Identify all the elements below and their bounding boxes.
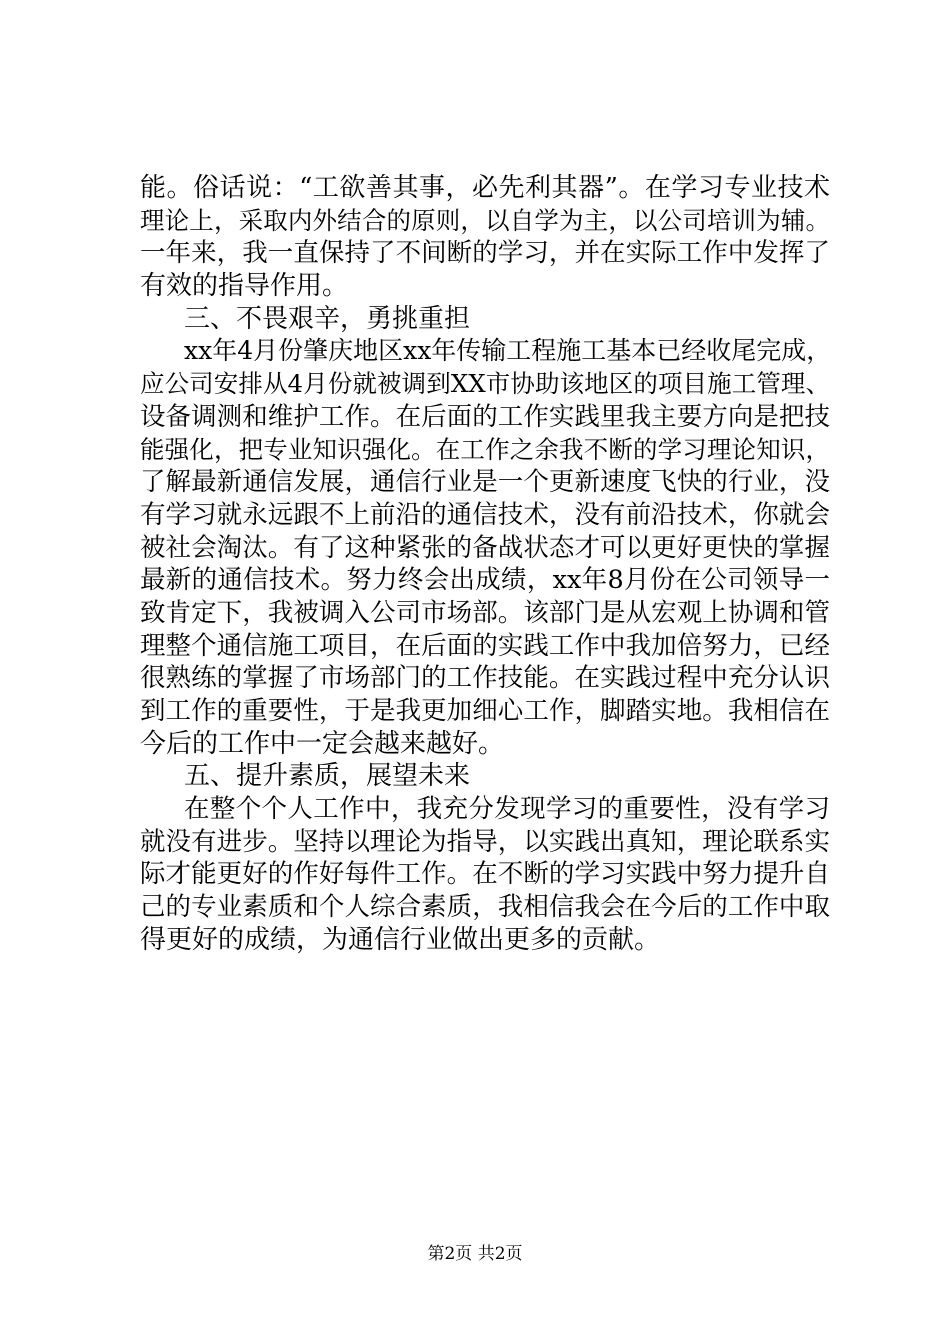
text-line: 己的专业素质和个人综合素质，我相信我会在今后的工作中取 [140, 892, 830, 923]
text-line: 在整个个人工作中，我充分发现学习的重要性，没有学习 [184, 794, 830, 825]
text-line: 应公司安排从4月份就被调到XX市协助该地区的项目施工管理、 [140, 369, 830, 399]
text-line: 三、不畏艰辛，勇挑重担 [184, 303, 471, 334]
text-line: 得更好的成绩，为通信行业做出更多的贡献。 [140, 924, 661, 955]
text-line: 五、提升素质，展望未来 [184, 761, 471, 792]
text-line: 致肯定下，我被调入公司市场部。该部门是从宏观上协调和管 [140, 597, 830, 628]
text-line: 设备调测和维护工作。在后面的工作实践里我主要方向是把技 [140, 401, 830, 432]
body-text [140, 172, 830, 957]
text-line: 到工作的重要性，于是我更加细心工作，脚踏实地。我相信在 [140, 696, 830, 726]
text-line: 理论上，采取内外结合的原则，以自学为主，以公司培训为辅。 [140, 205, 830, 235]
text-line: 际才能更好的作好每件工作。在不断的学习实践中努力提升自 [140, 859, 830, 890]
page-footer: 第2页 共2页 [427, 1244, 523, 1264]
text-line: 被社会淘汰。有了这种紧张的备战状态才可以更好更快的掌握 [140, 532, 830, 563]
text-line: 能。俗话说：“工欲善其事，必先利其器”。在学习专业技术 [140, 173, 830, 203]
text-line: xx年4月份肇庆地区xx年传输工程施工基本已经收尾完成， [184, 336, 832, 366]
text-line: 最新的通信技术。努力终会出成绩，xx年8月份在公司领导一 [140, 565, 830, 596]
text-line: 能强化，把专业知识强化。在工作之余我不断的学习理论知识， [140, 434, 830, 464]
text-line: 了解最新通信发展，通信行业是一个更新速度飞快的行业，没 [140, 467, 830, 498]
text-line: 有学习就永远跟不上前沿的通信技术，没有前沿技术，你就会 [140, 499, 830, 530]
text-line: 就没有进步。坚持以理论为指导，以实践出真知，理论联系实 [140, 826, 830, 857]
text-line: 今后的工作中一定会越来越好。 [140, 728, 505, 759]
text-line: 理整个通信施工项目，在后面的实践工作中我加倍努力，已经 [140, 630, 830, 661]
text-line: 有效的指导作用。 [140, 271, 349, 302]
text-line: 很熟练的掌握了市场部门的工作技能。在实践过程中充分认识 [140, 663, 830, 694]
text-line: 一年来，我一直保持了不间断的学习，并在实际工作中发挥了 [140, 238, 830, 269]
